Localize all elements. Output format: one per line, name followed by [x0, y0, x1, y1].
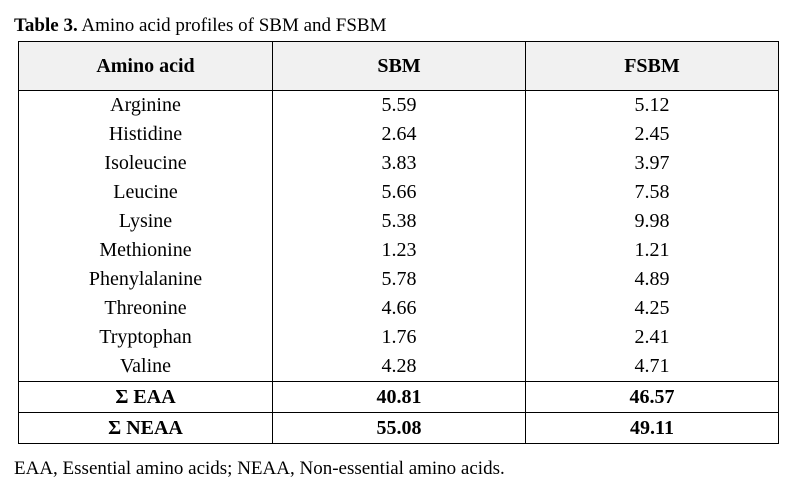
table-caption — [14, 14, 386, 38]
amino-acid-name: Lysine — [19, 207, 273, 236]
amino-acid-name: Valine — [19, 352, 273, 382]
sbm-total: 55.08 — [273, 413, 526, 444]
fsbm-value: 1.21 — [526, 236, 779, 265]
amino-acid-name: Arginine — [19, 91, 273, 121]
sbm-value: 5.59 — [273, 91, 526, 121]
table-row — [19, 265, 779, 294]
table-header-row — [19, 42, 779, 91]
fsbm-total: 46.57 — [526, 382, 779, 413]
table-row — [19, 294, 779, 323]
table-row — [19, 120, 779, 149]
fsbm-value: 2.41 — [526, 323, 779, 352]
sbm-value: 5.78 — [273, 265, 526, 294]
amino-acid-name: Leucine — [19, 178, 273, 207]
table-row — [19, 91, 779, 121]
fsbm-value: 4.25 — [526, 294, 779, 323]
amino-acid-name: Phenylalanine — [19, 265, 273, 294]
sbm-value: 2.64 — [273, 120, 526, 149]
fsbm-value: 2.45 — [526, 120, 779, 149]
table-row — [19, 236, 779, 265]
column-header-fsbm: FSBM — [526, 42, 779, 91]
fsbm-value: 5.12 — [526, 91, 779, 121]
fsbm-value: 4.89 — [526, 265, 779, 294]
fsbm-value: 9.98 — [526, 207, 779, 236]
amino-acid-table — [18, 41, 779, 444]
sbm-value: 4.28 — [273, 352, 526, 382]
sbm-value: 1.76 — [273, 323, 526, 352]
fsbm-value: 4.71 — [526, 352, 779, 382]
column-header-amino-acid: Amino acid — [19, 42, 273, 91]
fsbm-value: 7.58 — [526, 178, 779, 207]
table-caption-label: Table 3. — [14, 15, 78, 36]
fsbm-value: 3.97 — [526, 149, 779, 178]
sbm-value: 3.83 — [273, 149, 526, 178]
fsbm-total: 49.11 — [526, 413, 779, 444]
total-row-eaa — [19, 382, 779, 413]
table-row — [19, 178, 779, 207]
amino-acid-name: Tryptophan — [19, 323, 273, 352]
table-row — [19, 207, 779, 236]
table-row — [19, 352, 779, 382]
total-label: Σ NEAA — [19, 413, 273, 444]
sbm-value: 1.23 — [273, 236, 526, 265]
table-footnote: EAA, Essential amino acids; NEAA, Non-essential amino acids. — [14, 458, 505, 479]
table-caption-text: Amino acid profiles of SBM and FSBM — [81, 15, 387, 36]
amino-acid-name: Methionine — [19, 236, 273, 265]
sbm-value: 4.66 — [273, 294, 526, 323]
sbm-value: 5.66 — [273, 178, 526, 207]
table-row — [19, 149, 779, 178]
total-row-neaa — [19, 413, 779, 444]
sbm-value: 5.38 — [273, 207, 526, 236]
amino-acid-name: Histidine — [19, 120, 273, 149]
sbm-total: 40.81 — [273, 382, 526, 413]
amino-acid-name: Isoleucine — [19, 149, 273, 178]
amino-acid-name: Threonine — [19, 294, 273, 323]
total-label: Σ EAA — [19, 382, 273, 413]
table-row — [19, 323, 779, 352]
column-header-sbm: SBM — [273, 42, 526, 91]
